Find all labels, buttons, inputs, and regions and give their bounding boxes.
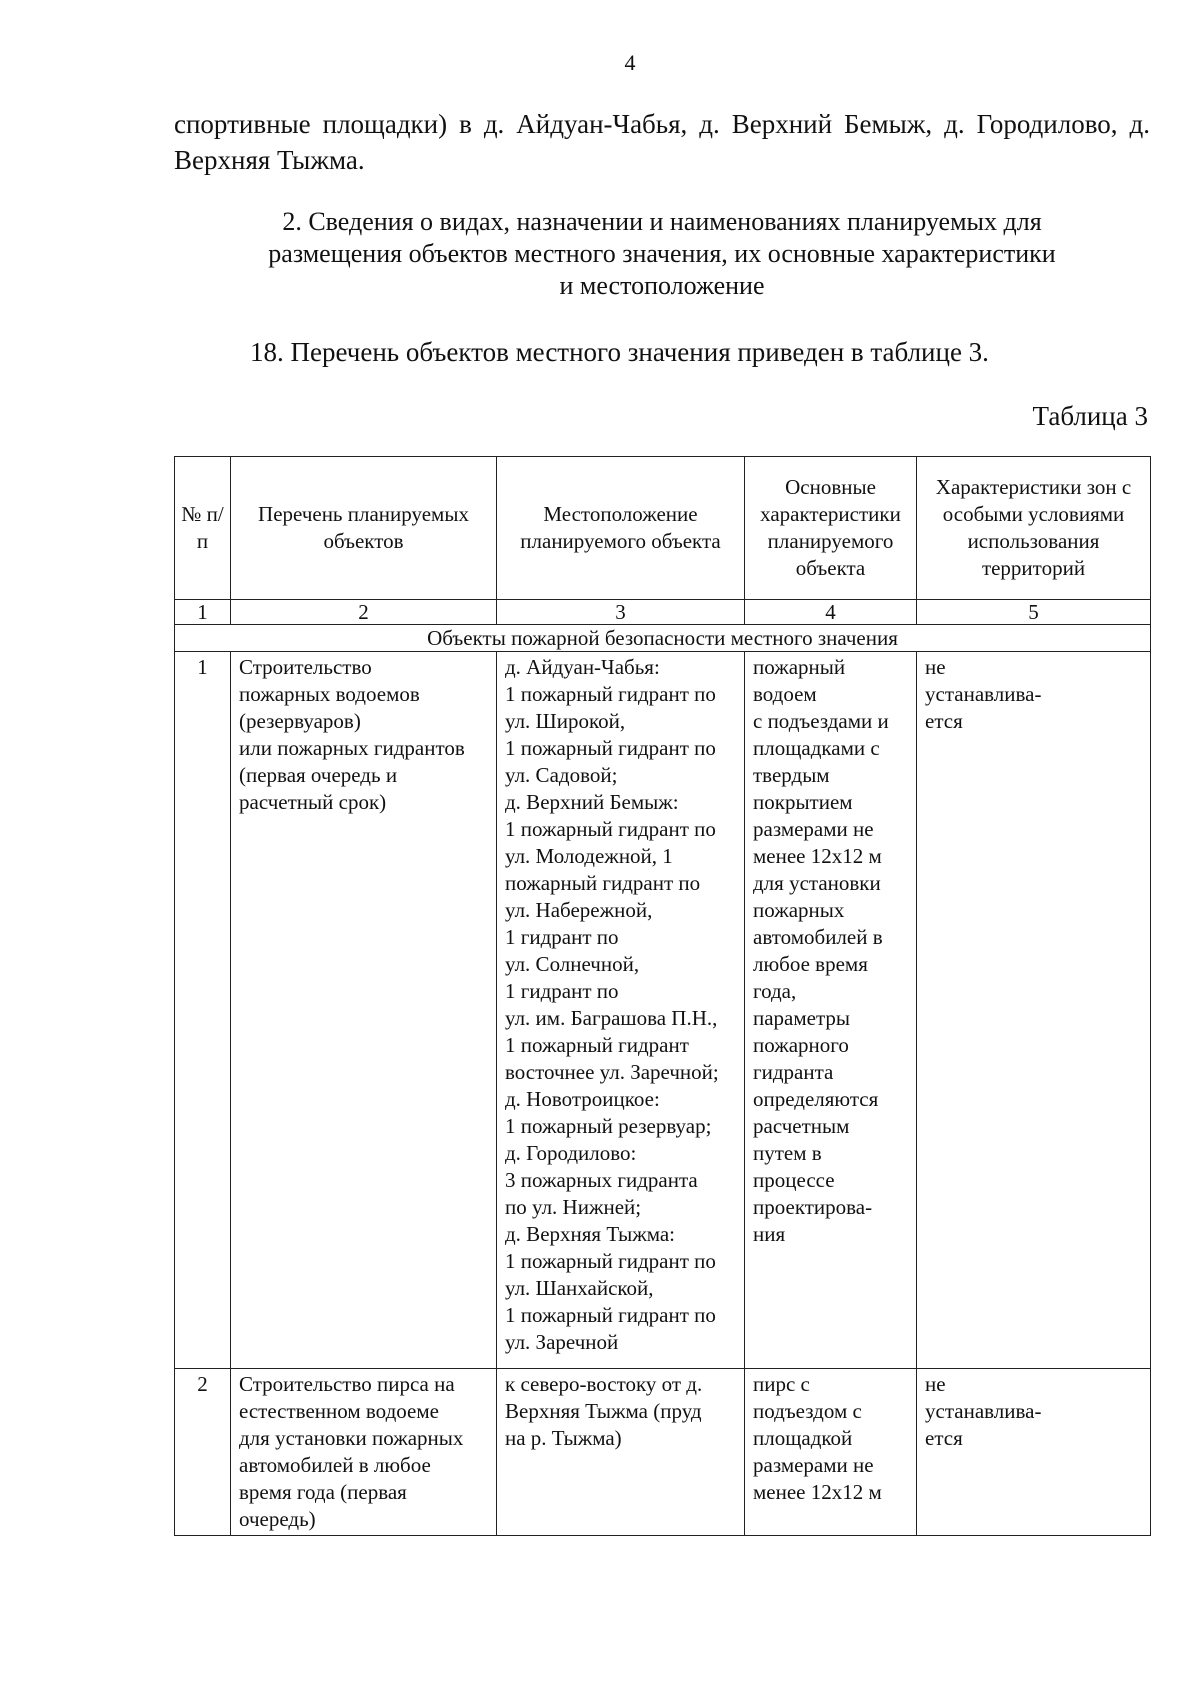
cell-line: 1 пожарный гидрант по [505, 1303, 716, 1327]
header-characteristics: Основные характеристики планируемого объекта [745, 457, 917, 600]
column-number: 3 [497, 600, 745, 625]
header-zones: Характеристики зон с особыми условиями использования территорий [917, 457, 1151, 600]
cell-line: площадками с [753, 736, 880, 760]
cell-line: автомобилей в [753, 925, 883, 949]
cell-line: Строительство пирса на [239, 1372, 455, 1396]
cell-line: д. Городилово: [505, 1141, 637, 1165]
cell-line: путем в [753, 1141, 822, 1165]
cell-location [497, 652, 745, 1369]
table-body [175, 625, 1151, 1536]
cell-line: покрытием [753, 790, 853, 814]
table-row [175, 1369, 1151, 1536]
cell-line: 1 пожарный гидрант по [505, 817, 716, 841]
cell-line: 1 пожарный гидрант по [505, 682, 716, 706]
group-title: Объекты пожарной безопасности местного значения [175, 625, 1151, 652]
cell-line: 1 пожарный гидрант по [505, 1249, 716, 1273]
objects-table [174, 456, 1151, 1536]
cell-line: для установки [753, 871, 881, 895]
cell-line: площадкой [753, 1426, 853, 1450]
cell-line: д. Новотроицкое: [505, 1087, 660, 1111]
section-heading-line: 2. Сведения о видах, назначении и наименованиях планируемых для [282, 207, 1042, 236]
cell-line: время года (первая [239, 1480, 407, 1504]
cell-line: 1 гидрант по [505, 979, 619, 1003]
cell-line: устанавлива- [925, 1399, 1042, 1423]
cell-line: автомобилей в любое [239, 1453, 431, 1477]
cell-line: ул. Молодежной, 1 [505, 844, 673, 868]
cell-line: размерами не [753, 817, 874, 841]
cell-line: твердым [753, 763, 830, 787]
cell-line: не [925, 1372, 946, 1396]
cell-line: Верхняя Тыжма (пруд [505, 1399, 702, 1423]
cell-line: параметры [753, 1006, 851, 1030]
cell-line: менее 12х12 м [753, 844, 882, 868]
table-header-row [175, 457, 1151, 600]
cell-line: ул. им. Баграшова П.Н., [505, 1006, 718, 1030]
cell-objects [231, 1369, 497, 1536]
cell-line: ния [753, 1222, 786, 1246]
cell-line: ул. Шанхайской, [505, 1276, 654, 1300]
cell-line: определяются [753, 1087, 879, 1111]
paragraph-18: 18. Перечень объектов местного значения приведен в таблице 3. [250, 337, 989, 367]
cell-line: проектирова- [753, 1195, 873, 1219]
cell-line: ул. Широкой, [505, 709, 626, 733]
column-number: 5 [917, 600, 1151, 625]
header-location: Местоположение планируемого объекта [497, 457, 745, 600]
group-row [175, 625, 1151, 652]
cell-line: размерами не [753, 1453, 874, 1477]
column-number-row [175, 600, 1151, 625]
cell-line: естественном водоеме [239, 1399, 439, 1423]
cell-line: 1 пожарный резервуар; [505, 1114, 712, 1138]
cell-line: процессе [753, 1168, 835, 1192]
cell-line: д. Верхняя Тыжма: [505, 1222, 676, 1246]
section-heading [174, 206, 1150, 302]
cell-location [497, 1369, 745, 1536]
cell-line: подъездом с [753, 1399, 862, 1423]
cell-line: водоем [753, 682, 817, 706]
page-number: 4 [624, 50, 636, 75]
cell-line: или пожарных гидрантов [239, 736, 465, 760]
cell-line: (первая очередь и [239, 763, 398, 787]
cell-line: к северо-востоку от д. [505, 1372, 703, 1396]
section-heading-line: размещения объектов местного значения, их основные характеристики [268, 239, 1056, 268]
cell-line: на р. Тыжма) [505, 1426, 622, 1450]
cell-line: восточнее ул. Заречной; [505, 1060, 719, 1084]
cell-line: года, [753, 979, 797, 1003]
header-objects: Перечень планируемых объектов [231, 457, 497, 600]
cell-zones [917, 1369, 1151, 1536]
cell-line: очередь) [239, 1507, 316, 1531]
cell-line: 1 гидрант по [505, 925, 619, 949]
cell-zones [917, 652, 1151, 1369]
column-number: 4 [745, 600, 917, 625]
cell-line: ул. Солнечной, [505, 952, 640, 976]
cell-line: расчетным [753, 1114, 850, 1138]
cell-line: д. Верхний Бемыж: [505, 790, 679, 814]
cell-line: расчетный срок) [239, 790, 387, 814]
section-heading-line: и местоположение [559, 271, 765, 300]
cell-line: ул. Садовой; [505, 763, 618, 787]
cell-characteristics [745, 1369, 917, 1536]
cell-line: для установки пожарных [239, 1426, 464, 1450]
cell-line: ется [925, 709, 963, 733]
cell-line: 1 пожарный гидрант [505, 1033, 689, 1057]
column-number: 2 [231, 600, 497, 625]
cell-line: гидранта [753, 1060, 834, 1084]
cell-characteristics [745, 652, 917, 1369]
cell-line: пожарных водоемов [239, 682, 420, 706]
cell-line: с подъездами и [753, 709, 889, 733]
cell-line: 3 пожарных гидранта [505, 1168, 698, 1192]
cell-num: 1 [175, 652, 231, 1369]
cell-line: менее 12х12 м [753, 1480, 882, 1504]
cell-line: не [925, 655, 946, 679]
cell-line: Строительство [239, 655, 372, 679]
cell-num: 2 [175, 1369, 231, 1536]
cell-line: 1 пожарный гидрант по [505, 736, 716, 760]
cell-line: ул. Заречной [505, 1330, 619, 1354]
cell-line: пожарный гидрант по [505, 871, 701, 895]
cell-line: пирс с [753, 1372, 810, 1396]
intro-paragraph: спортивные площадки) в д. Айдуан-Чабья, д. Верхний Бемыж, д. Городилово, д. Верхняя Тыжма. [174, 109, 1150, 175]
table-caption: Таблица 3 [1032, 401, 1148, 431]
cell-line: любое время [753, 952, 868, 976]
cell-line: пожарных [753, 898, 845, 922]
cell-line: д. Айдуан-Чабья: [505, 655, 660, 679]
table-row [175, 652, 1151, 1369]
header-num: № п/п [175, 457, 231, 600]
cell-line: ется [925, 1426, 963, 1450]
cell-line: ул. Набережной, [505, 898, 653, 922]
cell-line: пожарного [753, 1033, 849, 1057]
cell-line: устанавлива- [925, 682, 1042, 706]
cell-line: (резервуаров) [239, 709, 361, 733]
cell-line: по ул. Нижней; [505, 1195, 642, 1219]
cell-objects [231, 652, 497, 1369]
cell-line: пожарный [753, 655, 846, 679]
column-number: 1 [175, 600, 231, 625]
